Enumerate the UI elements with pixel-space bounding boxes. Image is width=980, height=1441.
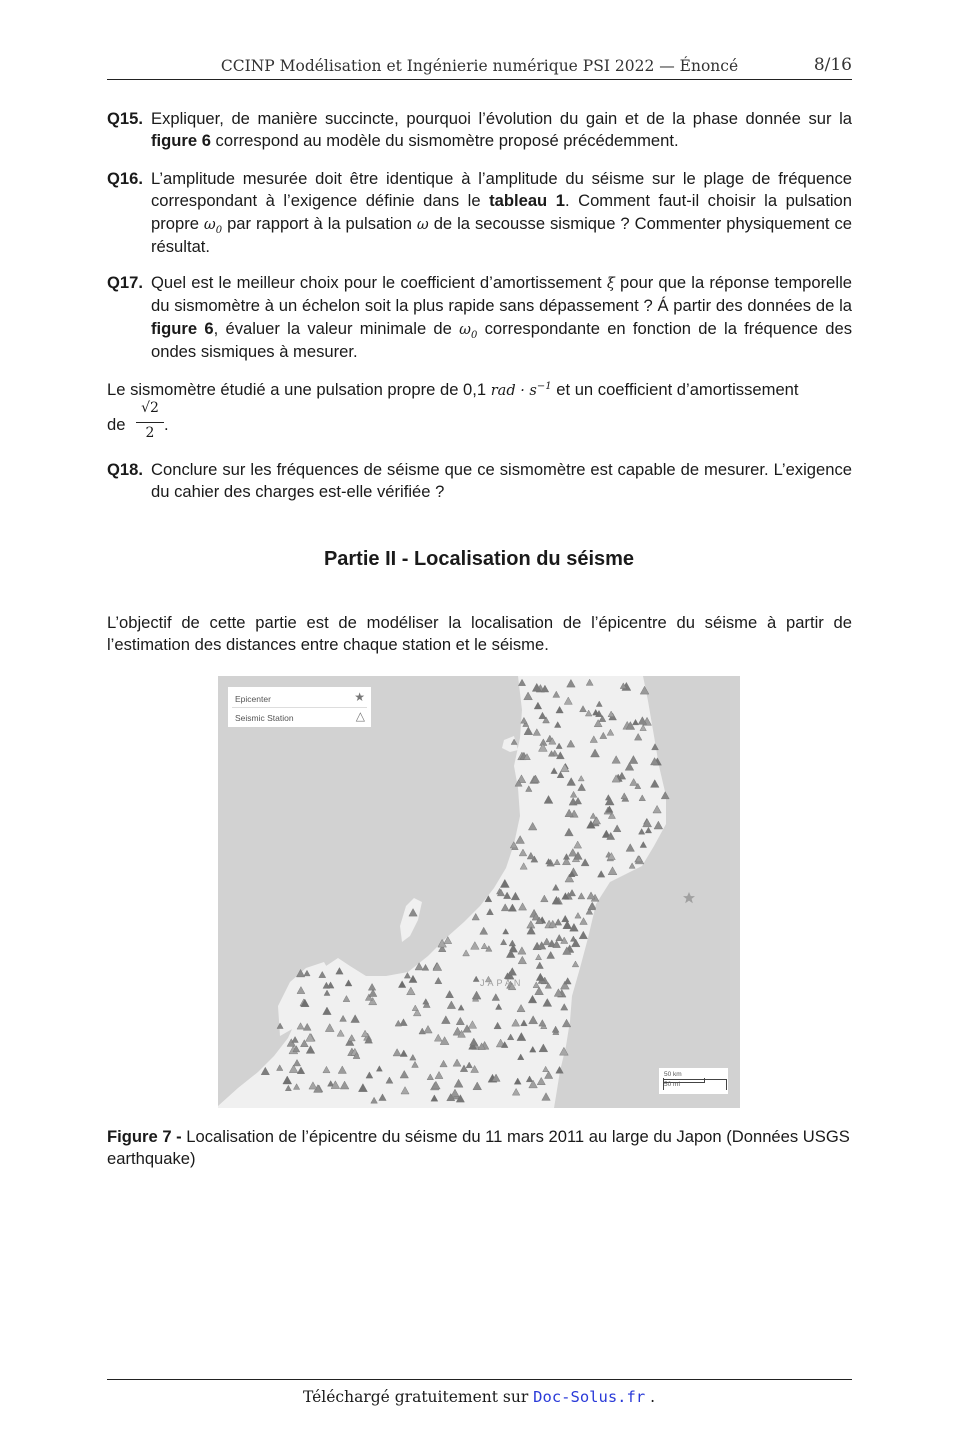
- text-span: et un coefficient d’amortissement: [551, 380, 799, 399]
- figure-caption: [107, 1126, 857, 1171]
- caption-label: Figure 7 -: [107, 1127, 182, 1146]
- question-15: [107, 108, 852, 153]
- question-text: [151, 108, 852, 153]
- table-reference: tableau 1: [489, 191, 565, 211]
- figure-7-map: [218, 676, 740, 1108]
- math-omega0: [203, 216, 223, 236]
- question-text: [151, 168, 852, 258]
- header-title: CCINP Modélisation et Ingénierie numérique PSI 2022 — Énoncé: [220, 57, 739, 75]
- text-span: de la secousse sismique ? Commenter physiquement ce résultat.: [151, 213, 852, 256]
- question-number: Q16.: [107, 169, 143, 188]
- text-span: correspond au modèle du sismomètre proposé précédemment.: [210, 131, 679, 151]
- math-unit: [491, 383, 552, 399]
- question-18: [107, 459, 852, 504]
- footer-link[interactable]: Doc-Solus.fr: [533, 1388, 646, 1406]
- math-subscript: 0: [470, 329, 478, 341]
- star-icon: ★: [354, 690, 365, 704]
- legend-row-station: [235, 708, 365, 726]
- page-header: [107, 53, 852, 80]
- question-17: [107, 272, 852, 363]
- question-number: Q18.: [107, 460, 143, 479]
- legend-row-epicenter: [235, 689, 365, 707]
- scale-bar: [659, 1068, 728, 1094]
- page-number: 8/16: [813, 55, 852, 75]
- question-16: [107, 168, 852, 258]
- fraction-sqrt2-over-2: [136, 400, 164, 441]
- unit-text: rad · s: [490, 383, 537, 399]
- text-span: Quel est le meilleur choix pour le coefficient d’amortissement: [151, 273, 607, 292]
- scale-mi-label: 50 mi: [664, 1081, 680, 1088]
- fraction-denominator: 2: [145, 425, 155, 441]
- text-span: Le sismomètre étudié a une pulsation propre de 0,1: [107, 380, 491, 399]
- legend-label: Seismic Station: [235, 713, 294, 723]
- footer-text: Téléchargé gratuitement sur: [302, 1388, 534, 1406]
- text-span: , évaluer la valeur minimale de: [213, 318, 460, 338]
- text-span: correspondante en fonction de la fréquence des ondes sismiques à mesurer.: [151, 318, 853, 361]
- math-subscript: 0: [215, 224, 223, 236]
- unit-exponent: −1: [536, 381, 552, 393]
- text-span: L’amplitude mesurée doit être identique à l’amplitude du séisme sur le plage de fréquence correspondant à l’exigence définie dans le: [151, 169, 852, 211]
- math-omega0: [459, 321, 478, 341]
- math-xi: ξ: [606, 276, 615, 292]
- punctuation: .: [164, 415, 169, 434]
- math-symbol: ω: [203, 216, 216, 233]
- footer-punctuation: .: [645, 1388, 656, 1406]
- question-number: Q17.: [107, 273, 143, 292]
- text-span: Expliquer, de manière succincte, pourquoi l’évolution du gain et de la phase donnée sur la: [151, 109, 852, 128]
- math-omega: ω: [416, 216, 429, 233]
- caption-text: Localisation de l’épicentre du séisme du 11 mars 2011 au large du Japon (Données USGS earthquake): [107, 1127, 850, 1169]
- question-text: [151, 272, 852, 363]
- math-symbol: ω: [459, 321, 471, 338]
- fraction-numerator: √2: [136, 400, 164, 423]
- footer-rule: [107, 1379, 852, 1380]
- section-intro: L’objectif de cette partie est de modéliser la localisation de l’épicentre du séisme à partir de l’estimation des distances entre chaque station et le séisme.: [107, 613, 852, 655]
- map-canvas: [218, 676, 740, 1108]
- text-span: pour que la réponse temporelle du sismomètre à un échelon soit la plus rapide sans dépassement ? Á partir des données de la: [151, 273, 853, 316]
- question-number: Q15.: [107, 109, 143, 128]
- page-footer: [0, 1388, 958, 1406]
- text-span: . Comment faut-il choisir la pulsation propre: [151, 191, 853, 233]
- figure-reference: figure 6: [151, 318, 214, 338]
- question-text: Conclure sur les fréquences de séisme que ce sismomètre est capable de mesurer. L’exigence du cahier des charges est-elle vérifiée ?: [151, 460, 852, 502]
- section-title: Partie II - Localisation du séisme: [323, 548, 635, 570]
- paragraph-seismometer: [107, 379, 867, 402]
- triangle-icon: △: [355, 709, 365, 723]
- text-span: par rapport à la pulsation: [222, 213, 417, 233]
- map-legend: [228, 687, 371, 727]
- text-span: de: [107, 415, 126, 434]
- figure-reference: figure 6: [151, 131, 211, 151]
- scale-km-label: 50 km: [664, 1071, 682, 1078]
- map-country-label: JAPAN: [480, 978, 524, 988]
- legend-label: Epicenter: [235, 694, 271, 704]
